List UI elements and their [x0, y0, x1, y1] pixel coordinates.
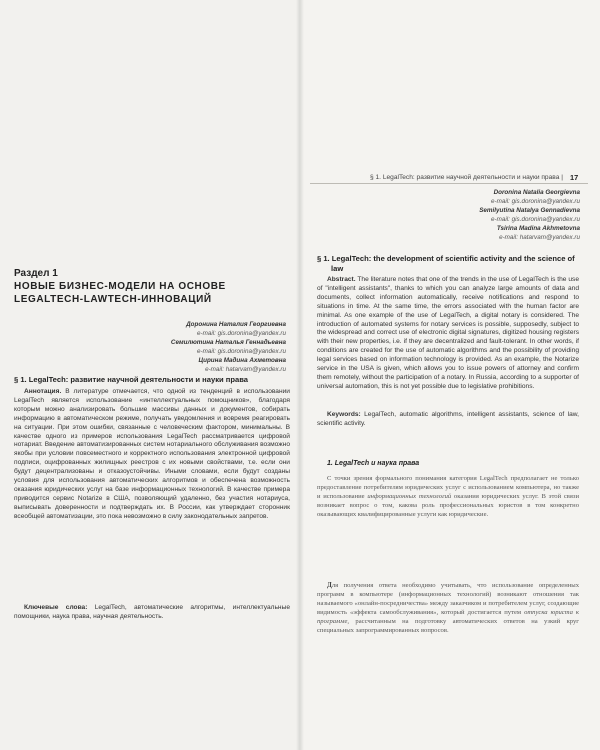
running-head	[370, 174, 570, 181]
keywords-ru	[14, 604, 290, 622]
abstract-en	[317, 276, 579, 392]
section-heading-ru: § 1. LegalTech: развитие научной деятельности и науки права	[14, 375, 249, 384]
section-heading-en: § 1. LegalTech: the development of scientific activity and the science of law	[317, 254, 575, 273]
body-paragraph	[317, 581, 579, 635]
subsection-heading: 1. LegalTech и наука права	[327, 460, 420, 467]
page-number: 17	[570, 173, 579, 182]
paragraph-text: оказания юридических услуг. В этой связи возникает вопрос о том, какова роль профессиональных юристов в том конкретно оказывающих квалифицированные услуги как юридические.	[317, 492, 579, 518]
section-label: Раздел 1	[14, 268, 58, 279]
keywords-text: LegalTech, автоматические алгоритмы, интеллектуальные помощники, наука права, научная деятельность.	[14, 604, 290, 620]
drop-cap: Д	[327, 581, 332, 589]
paragraph-text: С точки зрения формального понимания категория LegalTech предполагает не только предоставление потребителям юридических услуг с использованием компьютера, но также и использование	[317, 475, 579, 500]
abstract-text: В литературе отмечается, что одной из тенденций в использовании LegalTech является использование «интеллектуальных помощников», благодаря которым можно анализировать большие массивы данных и документов, собирать информацию в автоматическом режиме, получать уведомления и вовремя реагировать на ситуации. При этом ошибки, связанные с человеческим фактором, минимальны. В качестве одного из примеров использования LegalTech рассматривается цифровой нотариат. Введение автоматизированных систем нотариального обслуживания возможно якобы при условии повсеместного и корректного использования электронной цифровой подписи, оцифрованных жилищных реестров с их новыми свойствами, т.е. если они будут децентрализованы и отказоустойчивы. Иными словами, если будут созданы условия для использования автоматических алгоритмов и обеспечена возможность оказания юридических услуг на базе информационных технологий. В качестве примера приводится сервис Notarize в США, позволяющий удаленно, без участия нотариуса, выписывать доверенности и подтверждать их. В России, как утверждает сторонник всеобщей автоматизации, это пока невозможно в силу законодательных запретов.	[14, 388, 290, 520]
author-name: Семилютина Наталья Геннадьевна	[170, 339, 286, 347]
author-name: Doronina Natalia Georgievna	[493, 189, 580, 196]
author-email: e-mail: hatarvam@yandex.ru	[205, 365, 286, 373]
author-email: e-mail: hatarvam@yandex.ru	[499, 233, 580, 241]
abstract-label: Abstract.	[327, 276, 356, 283]
author-email: e-mail: gis.doronina@yandex.ru	[491, 197, 580, 205]
abstract-text: The literature notes that one of the trends in the use of LegalTech is the use of "intelligent assistants", thanks to which you can analyze large amounts of data and documents, collect information automatically, receive notifications and respond to situations in time. At the same time, the errors associated with the human factor are minimal. As one example of the use of LegalTech, a digital notary is considered. The introduction of automated systems for notary services is possible, supposedly, subject to the widespread and correct use of electronic digital signatures, digitized housing registers with their new properties, i.e. if they are decentralized and fault-tolerant. In other words, if conditions are created for the use of automatic algorithms and the possibility of providing legal services based on information technology is provided. As an example, the Notarize service in the USA is given, which allows you to issue powers of attorney and confirm them remotely, without the participation of a notary. In Russia, according to a supporter of universal automation, this is not yet possible due to legislative prohibitions.	[317, 276, 579, 390]
abstract-label: Аннотация.	[24, 388, 62, 395]
keywords-text: LegalTech, automatic algorithms, intelligent assistants, science of law, scientific activity.	[317, 411, 579, 427]
running-head-separator: |	[561, 174, 563, 181]
author-email: e-mail: gis.doronina@yandex.ru	[197, 329, 286, 337]
keywords-label: Keywords:	[327, 411, 361, 418]
author-name: Цирина Мадина Ахметовна	[198, 357, 286, 365]
paragraph-text: , рассчитанным на подготовку автоматических ответов на узкий круг специальных запрограммированных вопросов.	[317, 617, 579, 634]
header-rule	[310, 183, 588, 184]
author-name: Semilyutina Natalya Gennadievna	[479, 207, 580, 215]
paragraph-text: ля получения ответа необходимо учитывать, что использование определенных программ в компьютере (информационных технологий) возникают отношения так называемого «онлайн-посредничества» между заказчиком и потребителем услуг, создающие видимость «эффекта самообслуживания», который достигается путем	[317, 582, 579, 616]
keywords-en	[317, 411, 579, 429]
abstract-ru	[14, 388, 290, 522]
keywords-label: Ключевые слова:	[24, 604, 88, 611]
paragraph-emphasis: отпуска юриста к программе	[317, 608, 579, 625]
running-head-text: § 1. LegalTech: развитие научной деятельности и науки права	[370, 174, 560, 181]
section-title: НОВЫЕ БИЗНЕС-МОДЕЛИ НА ОСНОВЕ LEGALTECH-LAWTECH-ИННОВАЦИЙ	[14, 281, 226, 305]
author-email: e-mail: gis.doronina@yandex.ru	[491, 215, 580, 223]
author-name: Tsirina Madina Akhmetovna	[496, 225, 580, 233]
author-email: e-mail: gis.doronina@yandex.ru	[197, 347, 286, 355]
paragraph-emphasis: информационных технологий	[367, 492, 452, 500]
authors-block-en	[340, 189, 580, 244]
authors-block-ru	[46, 321, 286, 376]
page-gutter	[296, 0, 304, 750]
author-name: Доронина Наталия Георгиевна	[186, 321, 286, 328]
body-paragraph	[317, 475, 579, 520]
